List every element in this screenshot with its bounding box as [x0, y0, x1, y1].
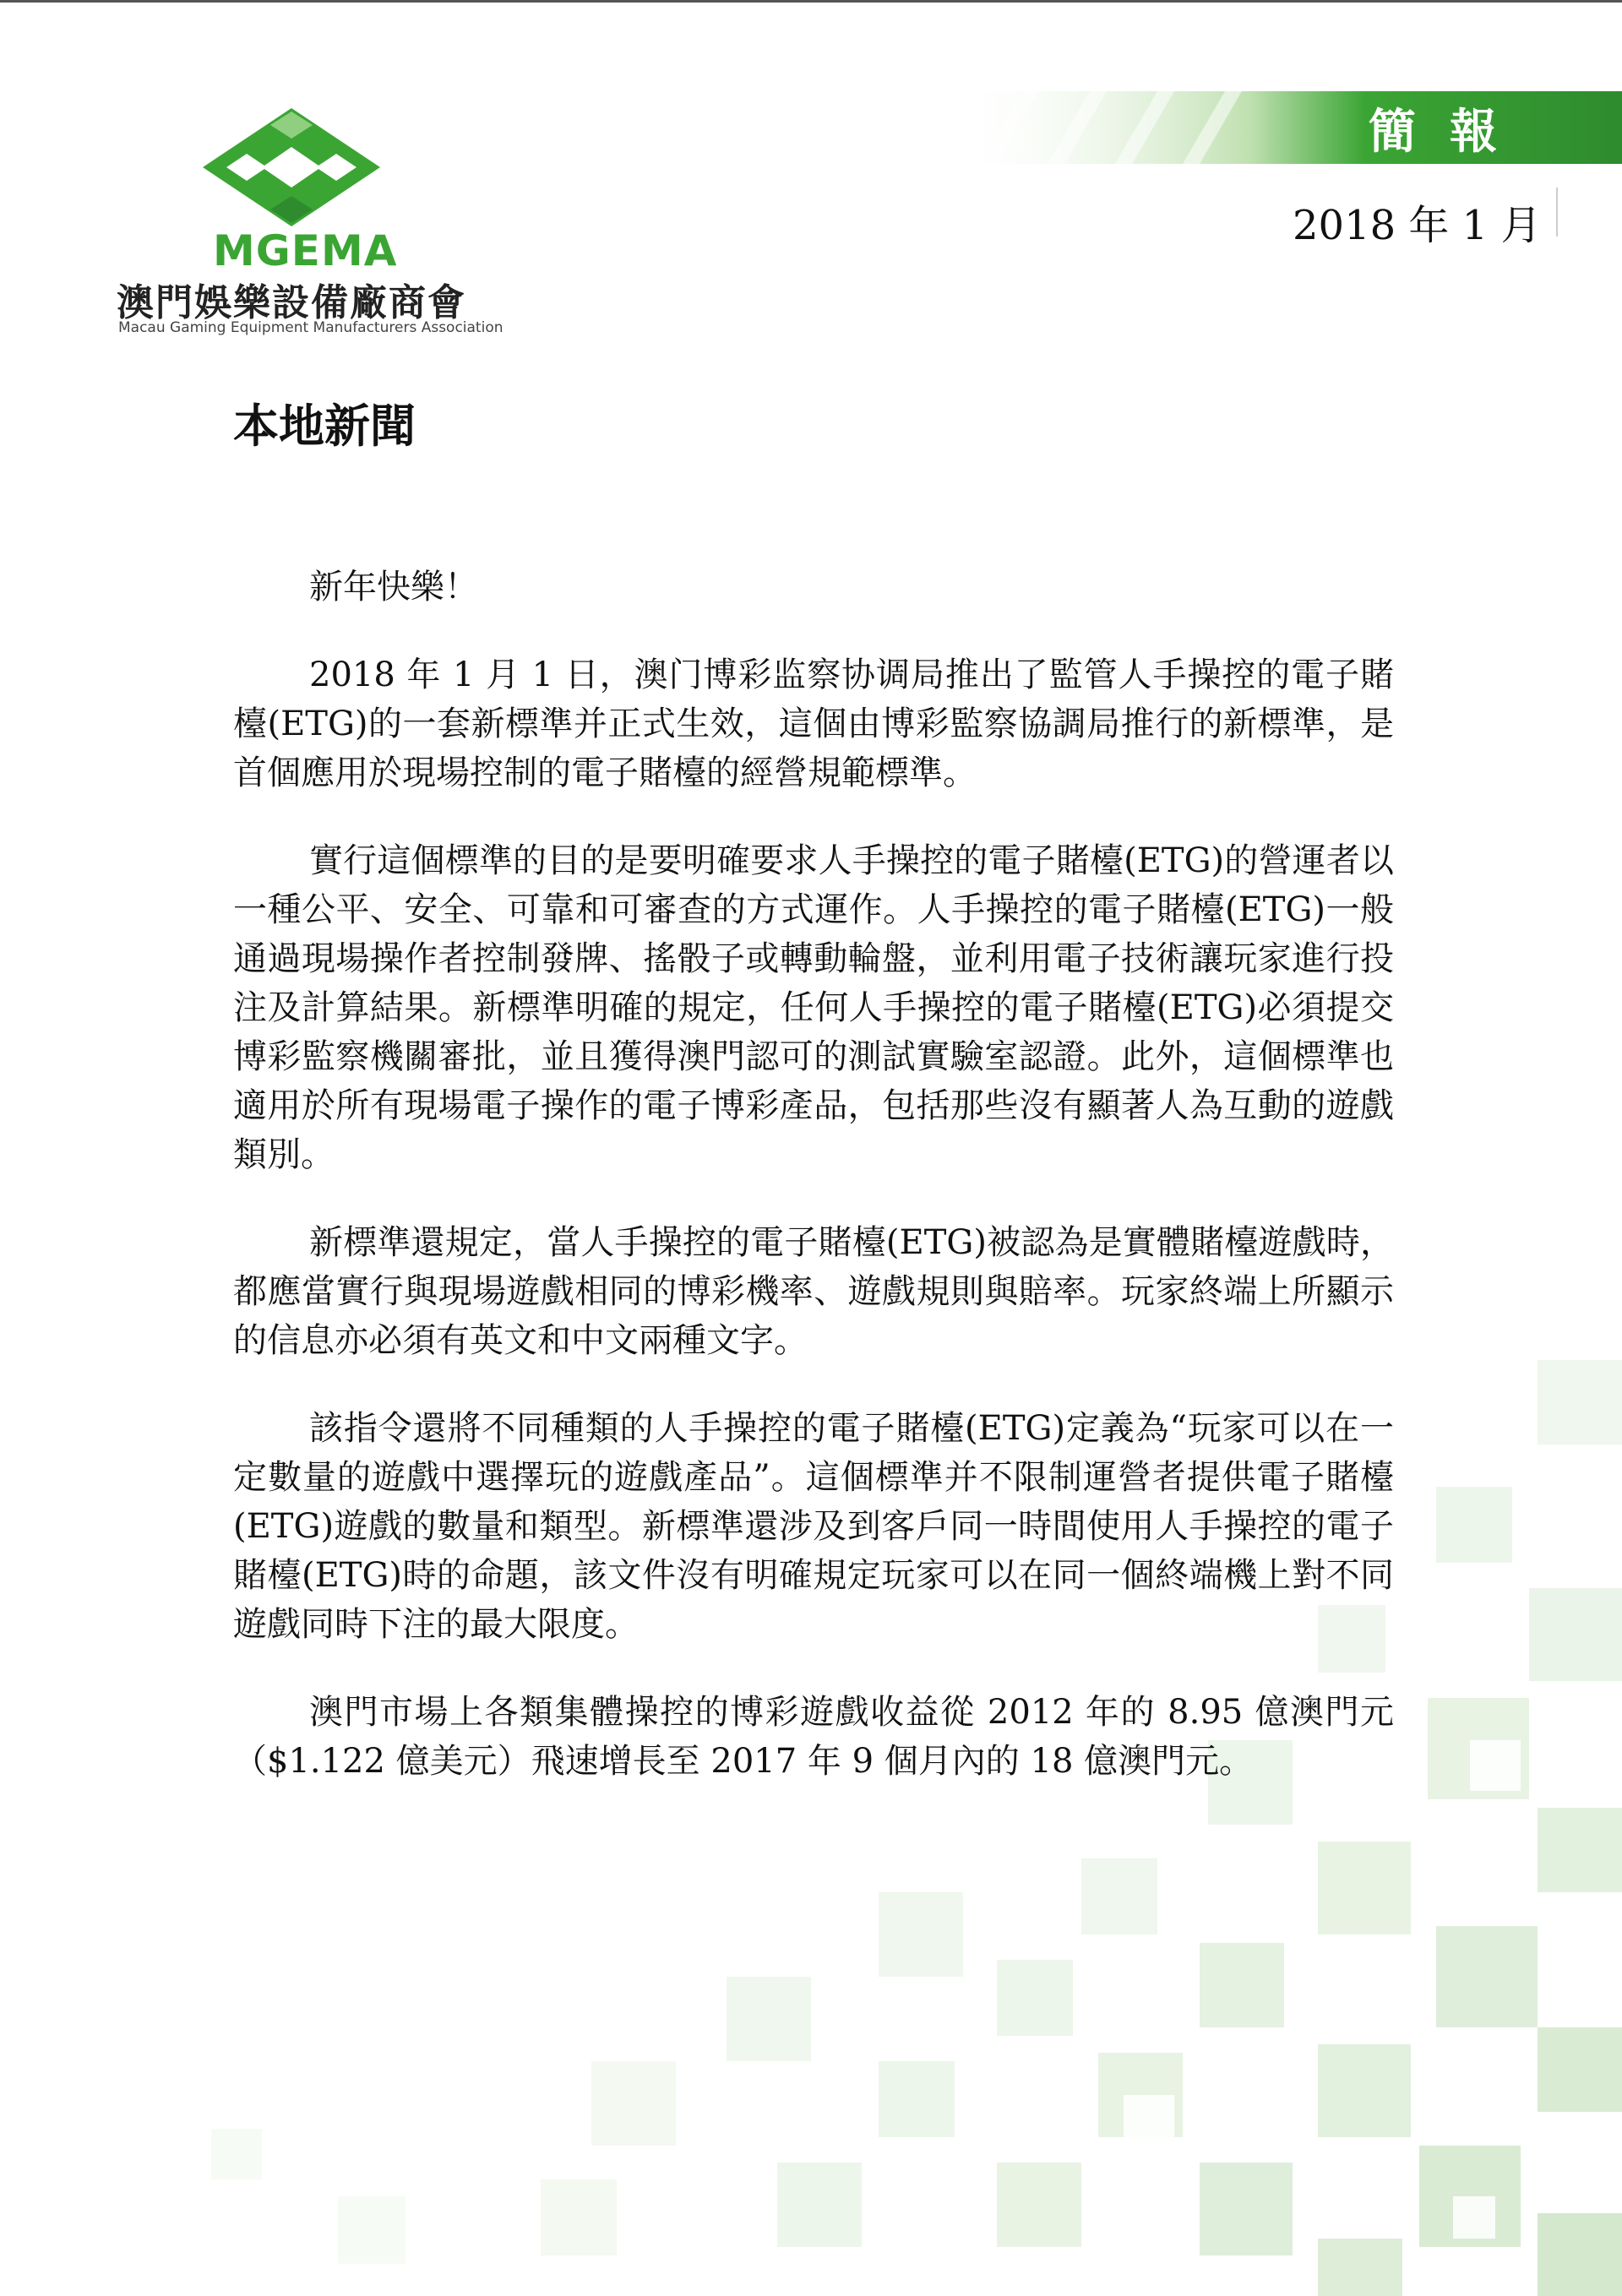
paragraph: 實行這個標準的目的是要明確要求人手操控的電子賭檯(ETG)的營運者以一種公平、安全、可靠和可審查的方式運作。人手操控的電子賭檯(ETG)一般通過現場操作者控制發牌、搖骰子或轉動輪盤，並利用電子技術讓玩家進行投注及計算結果。新標準明確的規定，任何人手操控的電子賭檯(ETG)必須提交博彩監察機關審批，並且獲得澳門認可的測試實驗室認證。此外，這個標準也適用於所有現場電子操作的電子博彩產品，包括那些沒有顯著人為互動的遊戲類別。	[233, 841, 1394, 1174]
paragraph: 澳門市場上各類集體操控的博彩遊戲收益從 2012 年的 8.95 億澳門元（$1.122 億美元）飛速增長至 2017 年 9 個月內的 18 億澳門元。	[233, 1693, 1394, 1781]
paragraph: 該指令還將不同種類的人手操控的電子賭檯(ETG)定義為“玩家可以在一定數量的遊戲中選擇玩的遊戲產品”。這個標準并不限制運營者提供電子賭檯(ETG)遊戲的數量和類型。新標準還涉及到客戶同一時間使用人手操控的電子賭檯(ETG)時的命題，該文件沒有明確規定玩家可以在同一個終端機上對不同遊戲同時下注的最大限度。	[233, 1409, 1394, 1644]
article-body	[233, 563, 1394, 1825]
section-title: 本地新聞	[233, 400, 416, 453]
issue-date: 2018 年 1 月	[1293, 202, 1542, 249]
banner-label: 簡報	[1369, 105, 1531, 160]
paragraph: 2018 年 1 月 1 日，澳门博彩监察协调局推出了監管人手操控的電子賭檯(ETG)的一套新標準并正式生效，這個由博彩監察協調局推行的新標準，是首個應用於現場控制的電子賭檯的經營規範標準。	[233, 656, 1394, 792]
organization-name-cn: 澳門娛樂設備廠商會	[117, 281, 466, 324]
top-border-line	[0, 0, 1622, 3]
mgema-logo	[203, 108, 380, 226]
date-divider	[1556, 188, 1558, 237]
organization-name-en: Macau Gaming Equipment Manufacturers Association	[118, 319, 503, 336]
brand-name: MGEMA	[213, 226, 398, 275]
paragraph: 新標準還規定，當人手操控的電子賭檯(ETG)被認為是實體賭檯遊戲時，都應當實行與現場遊戲相同的博彩機率、遊戲規則與賠率。玩家終端上所顯示的信息亦必須有英文和中文兩種文字。	[233, 1223, 1394, 1360]
paragraph-greeting: 新年快樂！	[309, 568, 478, 607]
